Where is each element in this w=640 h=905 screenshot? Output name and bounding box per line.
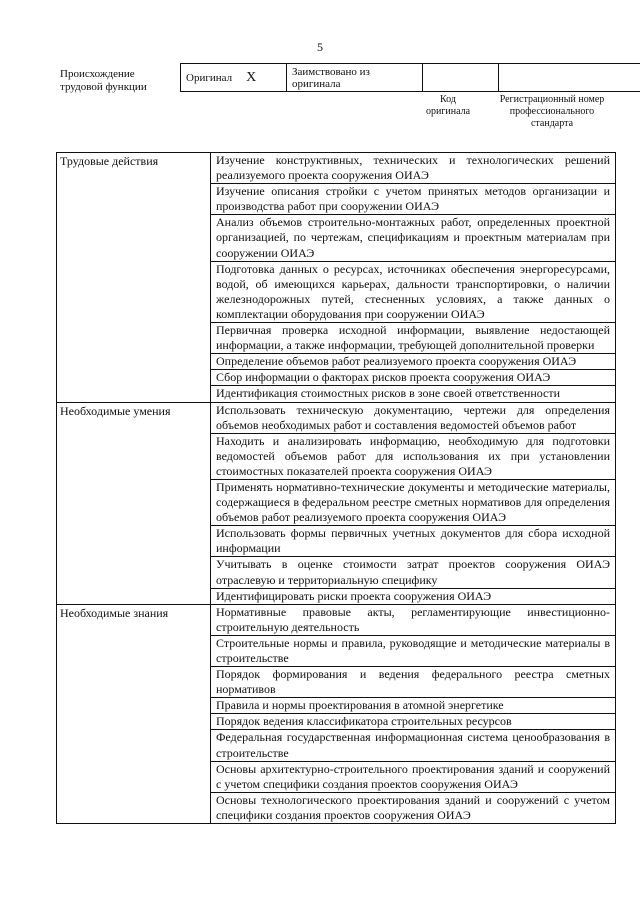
table-row <box>57 153 616 184</box>
list-item: Использовать формы первичных учетных документов для сбора исходной информации <box>211 526 616 557</box>
list-item: Правила и нормы проектирования в атомной энергетике <box>211 698 616 714</box>
borrowed-label: Заимствовано из оригинала <box>287 64 423 92</box>
code-cell <box>423 64 499 92</box>
original-cell <box>181 64 287 92</box>
labor-actions-title: Трудовые действия <box>57 153 211 403</box>
list-item: Идентифицировать риски проекта сооружения ОИАЭ <box>211 588 616 604</box>
required-knowledge-title: Необходимые знания <box>57 604 211 823</box>
list-item: Строительные нормы и правила, руководящие и методические материалы в строительстве <box>211 635 616 666</box>
list-item: Основы технологического проектирования зданий и сооружений с учетом специфики создания проектов сооружения ОИАЭ <box>211 792 616 823</box>
list-item: Изучение описания стройки с учетом принятых методов организации и производства работ при сооружении ОИАЭ <box>211 184 616 215</box>
list-item: Порядок формирования и ведения федерального реестра сметных нормативов <box>211 667 616 698</box>
table-row <box>57 604 616 635</box>
list-item: Применять нормативно-технические документы и методические материалы, содержащиеся в федеральном реестре сметных нормативов для определения объемов работ реализуемого проекта сооружения ОИАЭ <box>211 479 616 525</box>
list-item: Учитывать в оценке стоимости затрат проектов сооружения ОИАЭ отраслевую и территориальную специфику <box>211 557 616 588</box>
list-item: Нормативные правовые акты, регламентирующие инвестиционно-строительную деятельность <box>211 604 616 635</box>
original-label: Оригинал <box>186 71 233 84</box>
list-item: Изучение конструктивных, технических и технологических решений реализуемого проекта сооружения ОИАЭ <box>211 153 616 184</box>
list-item: Сбор информации о факторах рисков проекта сооружения ОИАЭ <box>211 370 616 386</box>
functions-table <box>56 152 616 824</box>
page-number: 5 <box>317 40 323 54</box>
list-item: Федеральная государственная информационная система ценообразования в строительстве <box>211 730 616 761</box>
original-mark: X <box>246 69 257 85</box>
code-caption: Код оригинала <box>425 94 471 117</box>
list-item: Первичная проверка исходной информации, выявление недостающей информации, а также информации, требующей дополнительной проверки <box>211 323 616 354</box>
reg-number-caption: Регистрационный номер профессионального стандарта <box>499 94 605 129</box>
list-item: Идентификация стоимостных рисков в зоне своей ответственности <box>211 386 616 402</box>
list-item: Использовать техническую документацию, чертежи для определения объемов необходимых работ и составления ведомостей объемов работ <box>211 402 616 433</box>
list-item: Подготовка данных о ресурсах, источниках обеспечения энергоресурсами, водой, об имеющихся карьерах, дальности транспортировки, о наличии железнодорожных путей, стесненных условиях, а также данных о комплектации оборудования при сооружении ОИАЭ <box>211 261 616 322</box>
required-skills-title: Необходимые умения <box>57 402 211 604</box>
table-row <box>57 402 616 433</box>
list-item: Определение объемов работ реализуемого проекта сооружения ОИАЭ <box>211 354 616 370</box>
list-item: Порядок ведения классификатора строительных ресурсов <box>211 714 616 730</box>
reg-number-cell <box>499 64 640 92</box>
list-item: Анализ объемов строительно-монтажных работ, определенных проектной организацией, по чертежам, спецификациям и проектным материалам при сооружении ОИАЭ <box>211 215 616 261</box>
list-item: Находить и анализировать информацию, необходимую для подготовки ведомостей объемов работ для использования их при установлении стоимостных показателей проекта сооружения ОИАЭ <box>211 433 616 479</box>
origin-label: Происхождение трудовой функции <box>60 68 147 93</box>
origin-table <box>180 63 640 92</box>
list-item: Основы архитектурно-строительного проектирования зданий и сооружений с учетом специфики создания проектов сооружения ОИАЭ <box>211 761 616 792</box>
